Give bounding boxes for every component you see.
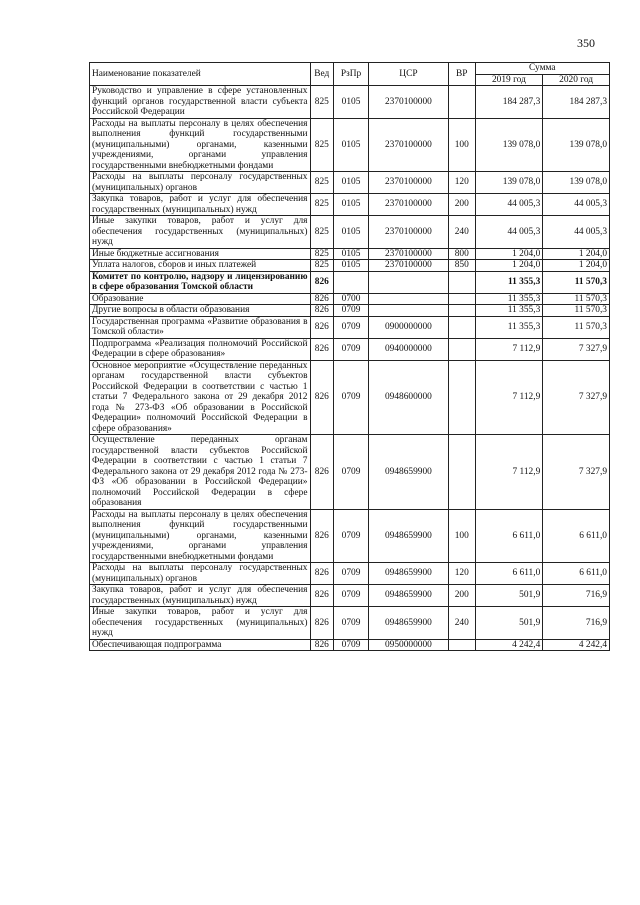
budget-table [89, 62, 610, 651]
row-rzpr: 0709 [334, 305, 369, 317]
row-rzpr: 0105 [334, 260, 369, 272]
row-ved: 826 [310, 360, 334, 435]
row-sum-2020: 716,9 [543, 607, 610, 640]
row-sum-2020: 11 570,3 [543, 305, 610, 317]
row-name: Расходы на выплаты персоналу государственных (муниципальных) органов [90, 172, 311, 194]
row-ved: 825 [310, 248, 334, 260]
row-rzpr: 0709 [334, 585, 369, 607]
row-csr: 0948659900 [368, 607, 448, 640]
row-rzpr: 0709 [334, 639, 369, 651]
table-row [90, 86, 610, 119]
row-sum-2020: 11 570,3 [543, 316, 610, 338]
table-row [90, 118, 610, 172]
row-csr: 2370100000 [368, 86, 448, 119]
row-csr: 2370100000 [368, 118, 448, 172]
row-sum-2020: 7 327,9 [543, 360, 610, 435]
row-sum-2020: 11 570,3 [543, 271, 610, 293]
row-ved: 826 [310, 316, 334, 338]
row-ved: 826 [310, 639, 334, 651]
row-csr [368, 293, 448, 305]
row-sum-2019: 44 005,3 [475, 216, 543, 249]
table-row [90, 305, 610, 317]
row-rzpr [334, 271, 369, 293]
row-name: Руководство и управление в сфере установленных функций органов государственной власти субъекта Российской Федерации [90, 86, 311, 119]
table-row [90, 172, 610, 194]
table-row [90, 316, 610, 338]
table-row [90, 260, 610, 272]
table-body [90, 86, 610, 651]
row-vr: 800 [448, 248, 475, 260]
row-csr: 2370100000 [368, 194, 448, 216]
row-sum-2020: 44 005,3 [543, 194, 610, 216]
row-name: Другие вопросы в области образования [90, 305, 311, 317]
row-name: Государственная программа «Развитие образования в Томской области» [90, 316, 311, 338]
row-vr: 200 [448, 585, 475, 607]
header-vr: ВР [448, 63, 475, 86]
row-csr: 0900000000 [368, 316, 448, 338]
row-ved: 825 [310, 172, 334, 194]
table-row [90, 293, 610, 305]
row-ved: 825 [310, 216, 334, 249]
row-rzpr: 0105 [334, 172, 369, 194]
row-name: Обеспечивающая подпрограмма [90, 639, 311, 651]
row-sum-2019: 1 204,0 [475, 248, 543, 260]
table-row [90, 271, 610, 293]
row-sum-2019: 7 112,9 [475, 360, 543, 435]
row-ved: 826 [310, 271, 334, 293]
row-csr: 2370100000 [368, 260, 448, 272]
row-name: Расходы на выплаты персоналу в целях обеспечения выполнения функций государственными (муниципальными) органами, казенными учреждениями, органами управления государственными внебюджетными фондами [90, 509, 311, 563]
row-rzpr: 0709 [334, 509, 369, 563]
row-csr: 0948659900 [368, 509, 448, 563]
row-vr: 240 [448, 607, 475, 640]
row-vr [448, 86, 475, 119]
row-name: Осуществление переданных органам государственной власти субъектов Российской Федерации в соответствии с частью 1 статьи 7 Федерального закона от 29 декабря 2012 года № 273-ФЗ «Об образовании в Российской Федерации» полномочий Российской Федерации в сфере образования [90, 435, 311, 510]
row-name: Расходы на выплаты персоналу в целях обеспечения выполнения функций государственными (муниципальными) органами, казенными учреждениями, органами управления государственными внебюджетными фондами [90, 118, 311, 172]
row-vr [448, 271, 475, 293]
row-sum-2019: 11 355,3 [475, 305, 543, 317]
row-vr [448, 305, 475, 317]
row-sum-2020: 7 327,9 [543, 338, 610, 360]
table-row [90, 360, 610, 435]
row-sum-2020: 11 570,3 [543, 293, 610, 305]
row-sum-2020: 4 242,4 [543, 639, 610, 651]
row-sum-2020: 6 611,0 [543, 509, 610, 563]
row-name: Комитет по контролю, надзору и лицензированию в сфере образования Томской области [90, 271, 311, 293]
row-rzpr: 0709 [334, 338, 369, 360]
row-sum-2019: 6 611,0 [475, 563, 543, 585]
row-sum-2019: 501,9 [475, 607, 543, 640]
table-row [90, 248, 610, 260]
header-csr: ЦСР [368, 63, 448, 86]
row-csr [368, 271, 448, 293]
row-vr: 100 [448, 118, 475, 172]
row-csr: 0948659900 [368, 435, 448, 510]
row-sum-2019: 7 112,9 [475, 338, 543, 360]
row-ved: 826 [310, 509, 334, 563]
table-row [90, 338, 610, 360]
row-ved: 825 [310, 86, 334, 119]
row-name: Иные закупки товаров, работ и услуг для обеспечения государственных (муниципальных) нужд [90, 607, 311, 640]
row-name: Иные закупки товаров, работ и услуг для обеспечения государственных (муниципальных) нужд [90, 216, 311, 249]
row-ved: 825 [310, 194, 334, 216]
row-ved: 826 [310, 563, 334, 585]
table-row [90, 585, 610, 607]
row-vr: 850 [448, 260, 475, 272]
row-sum-2020: 1 204,0 [543, 260, 610, 272]
header-rzpr: РзПр [334, 63, 369, 86]
row-csr: 0948659900 [368, 563, 448, 585]
row-name: Закупка товаров, работ и услуг для обеспечения государственных (муниципальных) нужд [90, 585, 311, 607]
row-rzpr: 0709 [334, 563, 369, 585]
row-sum-2019: 139 078,0 [475, 172, 543, 194]
table-header [90, 63, 610, 86]
row-vr: 120 [448, 172, 475, 194]
row-csr: 2370100000 [368, 216, 448, 249]
row-sum-2020: 184 287,3 [543, 86, 610, 119]
row-ved: 826 [310, 585, 334, 607]
row-sum-2020: 139 078,0 [543, 118, 610, 172]
row-sum-2019: 7 112,9 [475, 435, 543, 510]
row-name: Иные бюджетные ассигнования [90, 248, 311, 260]
row-ved: 826 [310, 435, 334, 510]
row-csr: 0948600000 [368, 360, 448, 435]
row-rzpr: 0105 [334, 216, 369, 249]
header-sum: Сумма [475, 63, 609, 75]
row-ved: 825 [310, 118, 334, 172]
row-sum-2019: 11 355,3 [475, 271, 543, 293]
row-csr: 2370100000 [368, 248, 448, 260]
row-sum-2019: 11 355,3 [475, 316, 543, 338]
row-rzpr: 0709 [334, 435, 369, 510]
header-year-2020: 2020 год [543, 74, 610, 86]
row-rzpr: 0700 [334, 293, 369, 305]
row-sum-2019: 6 611,0 [475, 509, 543, 563]
row-sum-2020: 7 327,9 [543, 435, 610, 510]
row-vr [448, 338, 475, 360]
row-vr [448, 360, 475, 435]
row-name: Образование [90, 293, 311, 305]
header-year-2019: 2019 год [475, 74, 543, 86]
row-name: Уплата налогов, сборов и иных платежей [90, 260, 311, 272]
table-row [90, 435, 610, 510]
row-vr: 120 [448, 563, 475, 585]
row-sum-2019: 501,9 [475, 585, 543, 607]
row-name: Закупка товаров, работ и услуг для обеспечения государственных (муниципальных) нужд [90, 194, 311, 216]
row-ved: 826 [310, 338, 334, 360]
row-csr: 0940000000 [368, 338, 448, 360]
row-name: Подпрограмма «Реализация полномочий Российской Федерации в сфере образования» [90, 338, 311, 360]
row-csr: 2370100000 [368, 172, 448, 194]
row-sum-2019: 4 242,4 [475, 639, 543, 651]
row-rzpr: 0709 [334, 360, 369, 435]
table-row [90, 607, 610, 640]
row-ved: 826 [310, 293, 334, 305]
row-name: Расходы на выплаты персоналу государственных (муниципальных) органов [90, 563, 311, 585]
row-vr: 240 [448, 216, 475, 249]
row-vr [448, 293, 475, 305]
row-sum-2020: 1 204,0 [543, 248, 610, 260]
row-sum-2019: 1 204,0 [475, 260, 543, 272]
row-csr [368, 305, 448, 317]
row-ved: 826 [310, 305, 334, 317]
table-row [90, 194, 610, 216]
row-ved: 825 [310, 260, 334, 272]
row-csr: 0950000000 [368, 639, 448, 651]
row-vr [448, 639, 475, 651]
row-sum-2020: 139 078,0 [543, 172, 610, 194]
table-row [90, 216, 610, 249]
row-sum-2020: 6 611,0 [543, 563, 610, 585]
row-name: Основное мероприятие «Осуществление переданных органам государственной власти субъектов Российской Федерации в соответствии с частью 1 статьи 7 Федерального закона от 29 декабря 2012 года № 273-ФЗ «Об образовании в Российской Федерации» полномочий Российской Федерации в сфере образования» [90, 360, 311, 435]
row-sum-2019: 44 005,3 [475, 194, 543, 216]
row-ved: 826 [310, 607, 334, 640]
row-vr [448, 316, 475, 338]
header-ved: Вед [310, 63, 334, 86]
row-sum-2020: 716,9 [543, 585, 610, 607]
table-row [90, 563, 610, 585]
row-sum-2019: 139 078,0 [475, 118, 543, 172]
row-rzpr: 0105 [334, 86, 369, 119]
header-name: Наименование показателей [90, 63, 311, 86]
row-csr: 0948659900 [368, 585, 448, 607]
page-number: 350 [577, 36, 595, 50]
row-vr [448, 435, 475, 510]
row-rzpr: 0105 [334, 118, 369, 172]
table-row [90, 509, 610, 563]
row-vr: 100 [448, 509, 475, 563]
row-sum-2020: 44 005,3 [543, 216, 610, 249]
row-rzpr: 0105 [334, 194, 369, 216]
row-sum-2019: 11 355,3 [475, 293, 543, 305]
row-sum-2019: 184 287,3 [475, 86, 543, 119]
row-vr: 200 [448, 194, 475, 216]
row-rzpr: 0709 [334, 316, 369, 338]
row-rzpr: 0105 [334, 248, 369, 260]
row-rzpr: 0709 [334, 607, 369, 640]
table-row [90, 639, 610, 651]
